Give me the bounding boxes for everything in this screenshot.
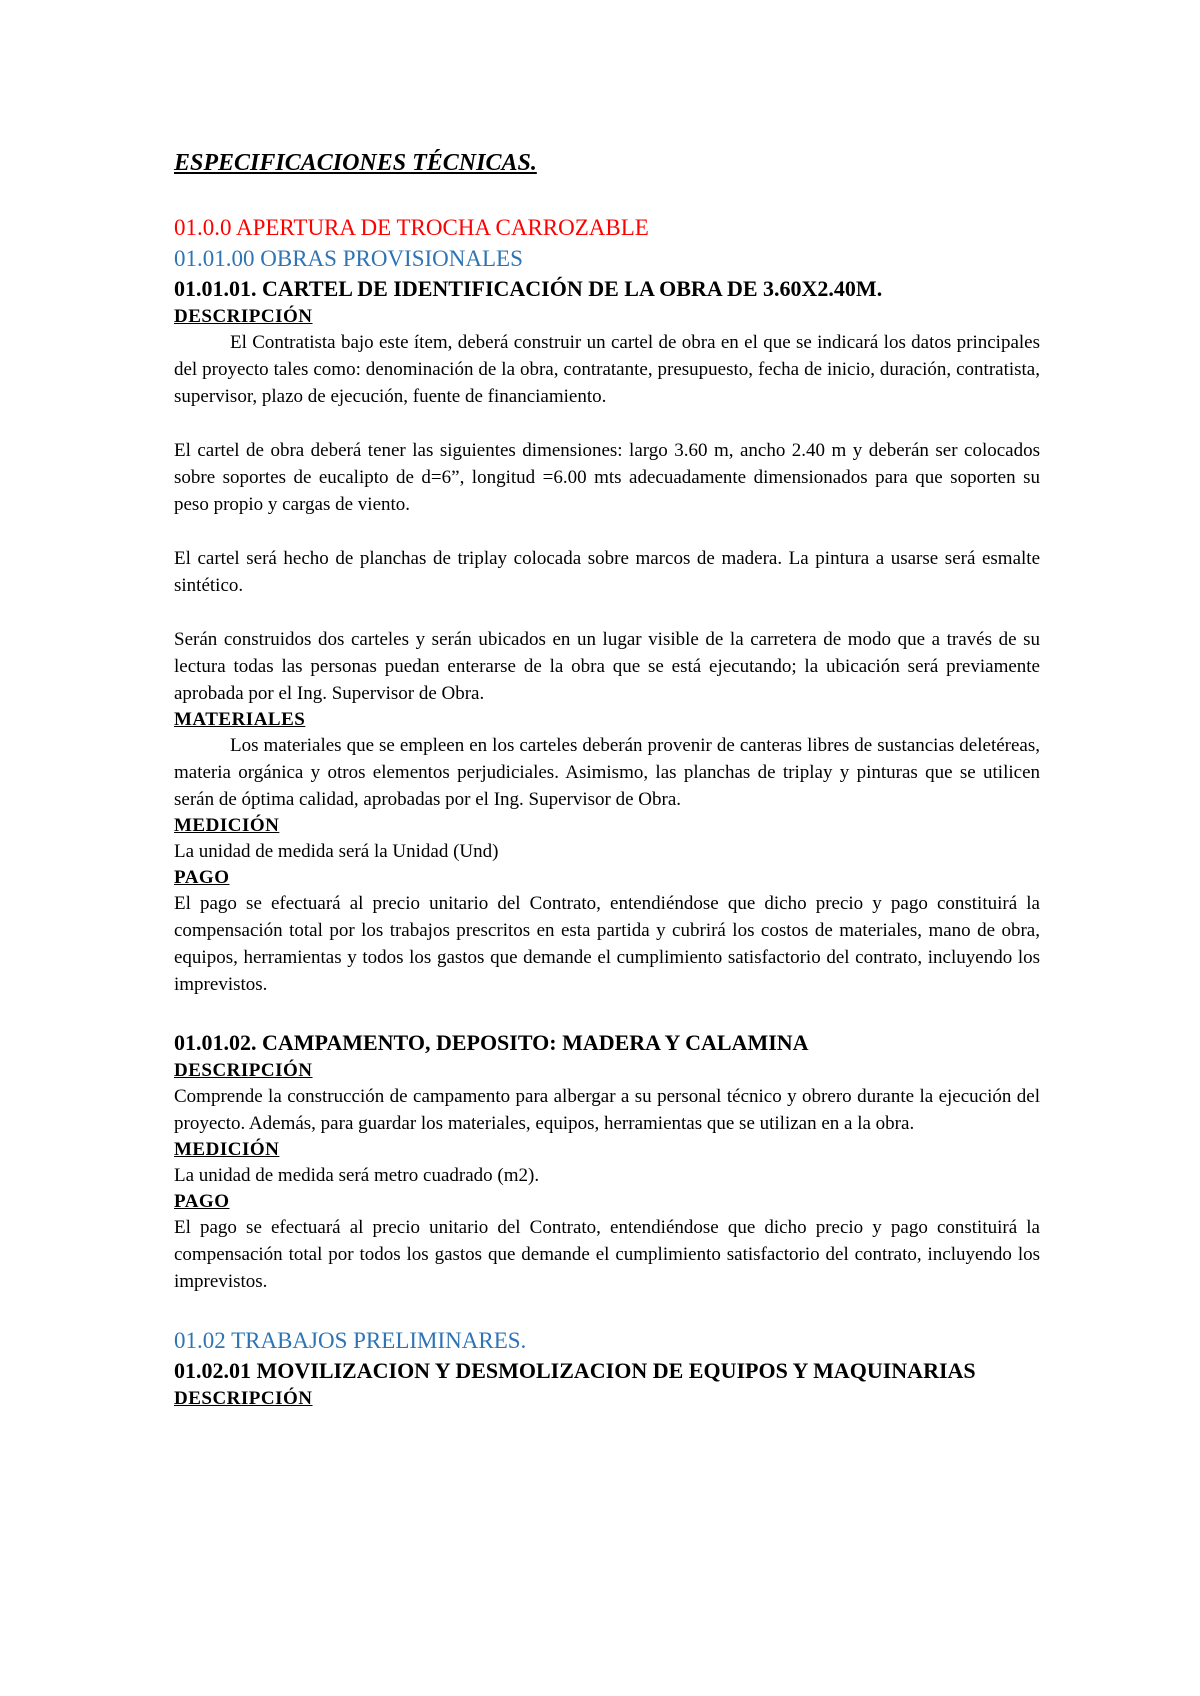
descripcion-label: DESCRIPCIÓN	[174, 306, 313, 327]
section-heading-apertura: 01.0.0 APERTURA DE TROCHA CARROZABLE	[174, 215, 649, 240]
item-heading-cartel: 01.01.01. CARTEL DE IDENTIFICACIÓN DE LA OBRA DE 3.60X2.40M.	[174, 276, 883, 301]
medicion-label: MEDICIÓN	[174, 1139, 280, 1160]
document-content	[174, 148, 1040, 1411]
descripcion-paragraph: El cartel será hecho de planchas de triplay colocada sobre marcos de madera. La pintura a usarse será esmalte sintético.	[174, 548, 1040, 596]
descripcion-paragraph: Comprende la construcción de campamento para albergar a su personal técnico y obrero durante la ejecución del proyecto. Además, para guardar los materiales, equipos, herramientas que se utilizan en a la obra.	[174, 1086, 1040, 1134]
pago-paragraph: El pago se efectuará al precio unitario del Contrato, entendiéndose que dicho precio y pago constituirá la compensación total por todos los gastos que demande el cumplimiento satisfactorio del contrato, incluyendo los imprevistos.	[174, 1217, 1040, 1292]
pago-label: PAGO	[174, 867, 230, 888]
pago-label: PAGO	[174, 1191, 230, 1212]
descripcion-paragraph: Serán construidos dos carteles y serán ubicados en un lugar visible de la carretera de modo que a través de su lectura todas las personas puedan enterarse de la obra que se está ejecutando; la ubicación será previamente aprobada por el Ing. Supervisor de Obra.	[174, 629, 1040, 704]
medicion-label: MEDICIÓN	[174, 815, 280, 836]
medicion-paragraph: La unidad de medida será la Unidad (Und)	[174, 841, 499, 862]
medicion-paragraph: La unidad de medida será metro cuadrado (m2).	[174, 1165, 540, 1186]
pago-paragraph: El pago se efectuará al precio unitario del Contrato, entendiéndose que dicho precio y pago constituirá la compensación total por los trabajos prescritos en esta partida y cubrirá los costos de materiales, mano de obra, equipos, herramientas y todos los gastos que demande el cumplimiento satisfactorio del contrato, incluyendo los imprevistos.	[174, 893, 1040, 995]
document-title: ESPECIFICACIONES TÉCNICAS.	[174, 150, 537, 176]
item-heading-campamento: 01.01.02. CAMPAMENTO, DEPOSITO: MADERA Y CALAMINA	[174, 1030, 809, 1055]
descripcion-paragraph: El Contratista bajo este ítem, deberá construir un cartel de obra en el que se indicará los datos principales del proyecto tales como: denominación de la obra, contratante, presupuesto, fecha de inicio, duración, contratista, supervisor, plazo de ejecución, fuente de financiamiento.	[174, 332, 1040, 407]
descripcion-paragraph: El cartel de obra deberá tener las siguientes dimensiones: largo 3.60 m, ancho 2.40 m y deberán ser colocados sobre soportes de eucalipto de d=6”, longitud =6.00 mts adecuadamente dimensionados para que soporten su peso propio y cargas de viento.	[174, 440, 1040, 515]
descripcion-label: DESCRIPCIÓN	[174, 1060, 313, 1081]
descripcion-label: DESCRIPCIÓN	[174, 1388, 313, 1409]
item-heading-movilizacion: 01.02.01 MOVILIZACION Y DESMOLIZACION DE EQUIPOS Y MAQUINARIAS	[174, 1358, 976, 1383]
section-heading-trabajos-preliminares: 01.02 TRABAJOS PRELIMINARES.	[174, 1328, 527, 1353]
section-heading-obras-provisionales: 01.01.00 OBRAS PROVISIONALES	[174, 246, 523, 271]
materiales-paragraph: Los materiales que se empleen en los carteles deberán provenir de canteras libres de sustancias deletéreas, materia orgánica y otros elementos perjudiciales. Asimismo, las planchas de triplay y pinturas que se utilicen serán de óptima calidad, aprobadas por el Ing. Supervisor de Obra.	[174, 735, 1040, 810]
materiales-label: MATERIALES	[174, 709, 306, 730]
